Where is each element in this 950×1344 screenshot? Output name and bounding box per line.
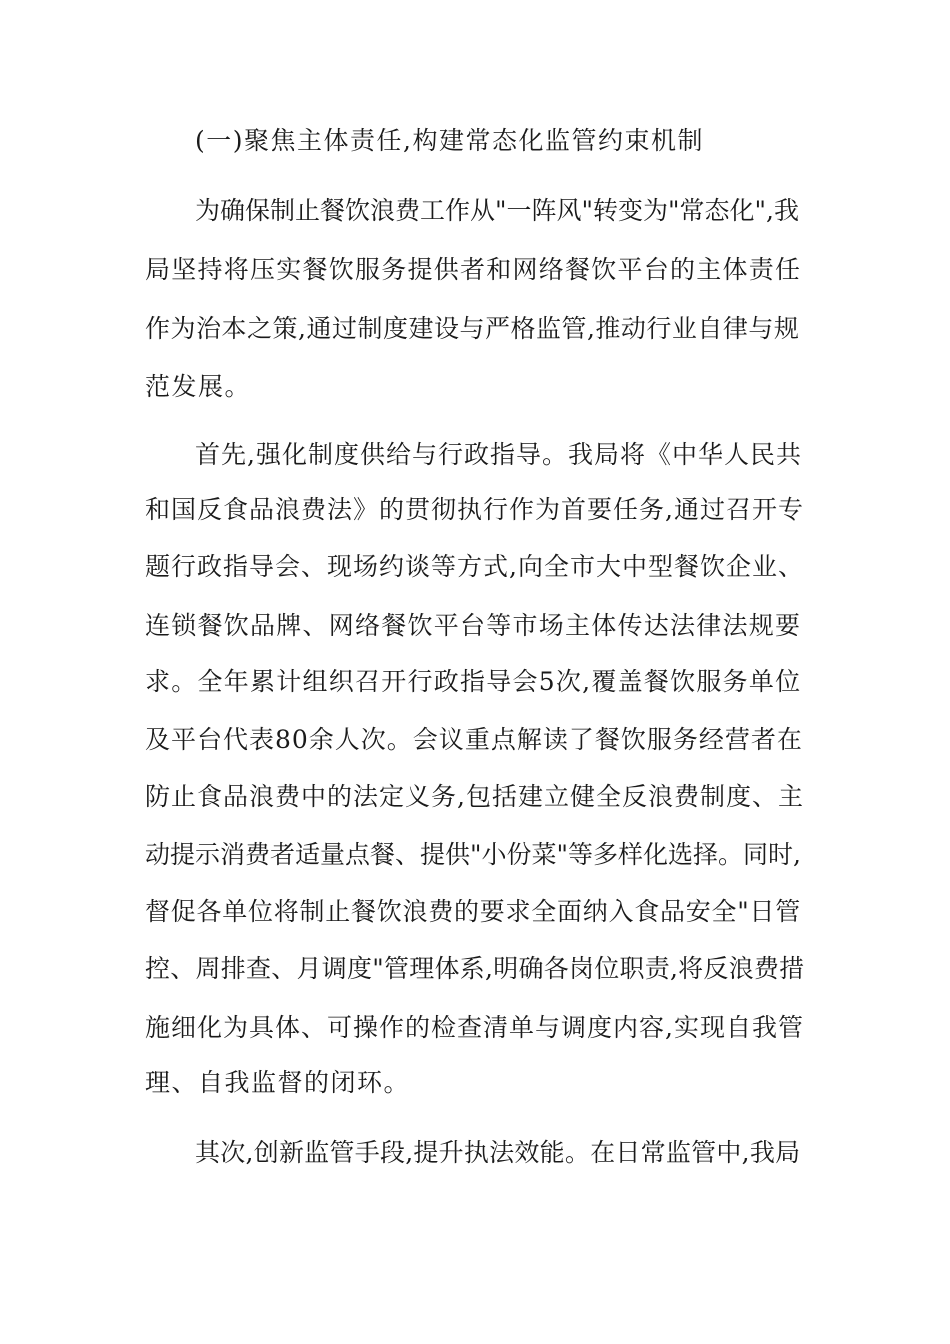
paragraph-line: 动提示消费者适量点餐、提供"小份菜"等多样化选择。同时, — [145, 840, 801, 869]
paragraph-line: 及平台代表80余人次。会议重点解读了餐饮服务经营者在 — [145, 725, 803, 754]
paragraph-line: 其次,创新监管手段,提升执法效能。在日常监管中,我局 — [195, 1138, 801, 1167]
paragraph-line: 首先,强化制度供给与行政指导。我局将《中华人民共 — [195, 440, 802, 469]
section-heading: (一)聚焦主体责任,构建常态化监管约束机制 — [195, 126, 704, 155]
paragraph-line: 为确保制止餐饮浪费工作从"一阵风"转变为"常态化",我 — [195, 196, 799, 225]
paragraph-line: 施细化为具体、可操作的检查清单与调度内容,实现自我管 — [145, 1013, 804, 1042]
paragraph-line: 求。全年累计组织召开行政指导会5次,覆盖餐饮服务单位 — [145, 667, 802, 696]
paragraph-line: 作为治本之策,通过制度建设与严格监管,推动行业自律与规 — [145, 314, 800, 343]
paragraph-line: 范发展。 — [145, 372, 252, 401]
paragraph-line: 局坚持将压实餐饮服务提供者和网络餐饮平台的主体责任 — [145, 255, 802, 284]
paragraph-line: 连锁餐饮品牌、网络餐饮平台等市场主体传达法律法规要 — [145, 611, 802, 640]
paragraph-line: 和国反食品浪费法》的贯彻执行作为首要任务,通过召开专 — [145, 495, 804, 524]
paragraph-line: 督促各单位将制止餐饮浪费的要求全面纳入食品安全"日管 — [145, 897, 802, 926]
paragraph-line: 理、自我监督的闭环。 — [145, 1068, 411, 1097]
paragraph-line: 题行政指导会、现场约谈等方式,向全市大中型餐饮企业、 — [145, 552, 804, 581]
paragraph-line: 控、周排查、月调度"管理体系,明确各岗位职责,将反浪费措 — [145, 954, 805, 983]
paragraph-line: 防止食品浪费中的法定义务,包括建立健全反浪费制度、主 — [145, 782, 804, 811]
